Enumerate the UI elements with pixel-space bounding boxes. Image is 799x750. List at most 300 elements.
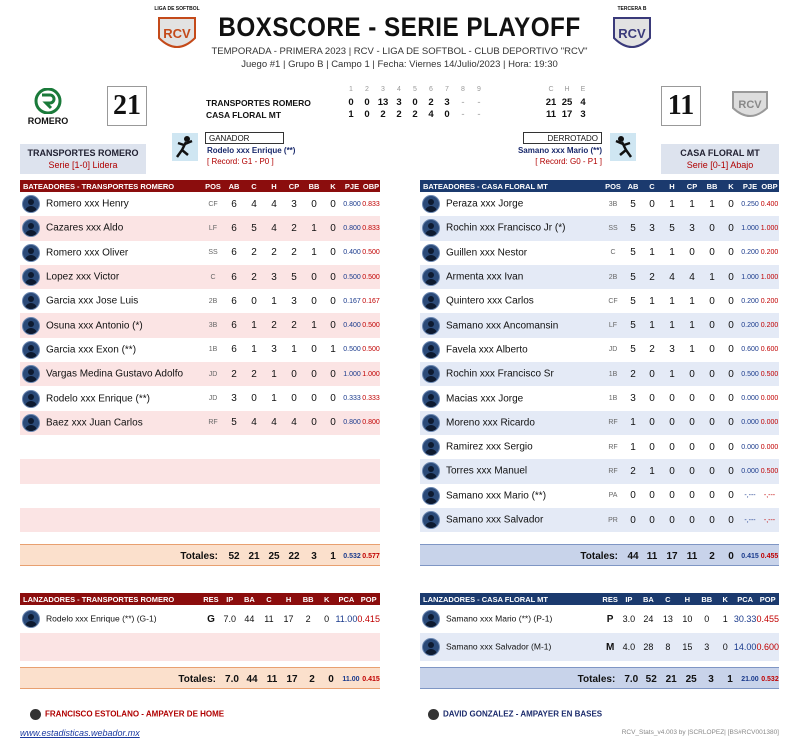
stat-cell: 2 (244, 265, 264, 289)
stat-cell: 2 (244, 362, 264, 386)
stat-cell: 0 (728, 441, 734, 453)
league-logo-left: LIGA DE SOFTBOL RCV (152, 6, 202, 58)
stat-cell: 0.800 (343, 200, 361, 208)
stat-cell: 0 (662, 411, 682, 435)
column-header: CP (682, 180, 702, 192)
column-header: POS (602, 180, 624, 192)
stat-cell: 5 (630, 198, 636, 210)
pitcher-name: Samano xxx Salvador (M-1) (420, 633, 601, 661)
batting-totals-away (420, 544, 779, 566)
pitcher-avatar-icon (422, 610, 440, 628)
stat-cell: PA (608, 492, 618, 500)
inning-runs: 3 (396, 97, 402, 108)
column-header: AB (624, 180, 642, 192)
column-header: RES (203, 594, 219, 604)
stat-cell: 0 (330, 247, 336, 259)
player-avatar-icon (422, 341, 440, 359)
inning-runs: 3 (444, 97, 450, 108)
column-header: K (324, 180, 342, 192)
player-avatar-icon (422, 462, 440, 480)
stat-cell: RF (608, 443, 618, 451)
stat-cell: 0 (649, 393, 655, 405)
column-header: CP (284, 180, 304, 192)
website-link[interactable]: www.estadisticas.webador.mx (20, 728, 140, 738)
stat-cell: 1.000 (760, 216, 779, 240)
player-avatar-icon (422, 511, 440, 529)
stat-cell: 1 (642, 459, 662, 483)
column-header: BB (298, 593, 318, 605)
svg-text:RCV: RCV (618, 26, 646, 41)
stat-cell: 0 (722, 459, 740, 483)
game-info: Juego #1 | Grupo B | Campo 1 | Fecha: Viernes 14/Julio/2023 | Hora: 19:30 (241, 59, 558, 70)
player-name: Armenta xxx Ivan (420, 265, 602, 289)
stat-cell: 0 (324, 362, 342, 386)
stat-cell: 0 (689, 441, 695, 453)
stat-cell: 2 (624, 459, 642, 483)
stat-cell: 0.000 (760, 411, 779, 435)
inning-runs: 0 (412, 97, 418, 108)
stat-cell: 2 (284, 313, 304, 337)
column-header: POS (202, 180, 224, 192)
stat-cell: SS (602, 216, 624, 240)
stat-cell: 1 (304, 216, 324, 240)
stat-cell: 0 (709, 441, 715, 453)
stat-cell: 0.500 (342, 265, 362, 289)
stat-cell: 5 (624, 313, 642, 337)
stat-cell: 0.167 (343, 297, 361, 305)
totals-value: 21 (665, 673, 677, 685)
inning-header: E (580, 86, 586, 93)
stat-cell: 0.000 (740, 459, 760, 483)
pitcher-avatar-icon (22, 610, 40, 628)
home-team-badge: TRANSPORTES ROMERO Serie [1-0] Lidera (20, 144, 146, 174)
player-avatar-icon (22, 219, 40, 237)
stat-cell: 0.000 (760, 395, 779, 403)
stat-cell: 3 (630, 393, 636, 405)
stat-cell: 1 (689, 344, 695, 356)
player-row (20, 192, 380, 216)
stat-cell: 0 (728, 198, 734, 210)
stat-cell: 3B (202, 313, 224, 337)
pitcher-name: Rodelo xxx Enrique (**) (G-1) (20, 605, 202, 633)
stat-cell: 2 (251, 247, 257, 259)
player-avatar-icon (422, 487, 440, 505)
stat-cell: 0.500 (760, 362, 779, 386)
pitcher-row (20, 605, 380, 633)
stat-cell: 4 (271, 198, 277, 210)
stat-cell: 0 (728, 393, 734, 405)
stat-cell: RF (602, 411, 624, 435)
column-header: K (717, 593, 734, 605)
totals-value: 7.0 (624, 673, 639, 685)
stat-cell: 0 (649, 490, 655, 502)
stat-cell: -,--- (760, 508, 779, 532)
stat-cell: 0 (702, 362, 722, 386)
stat-cell: 3 (669, 344, 675, 356)
stat-cell: 0.200 (740, 313, 760, 337)
batting-table-away (420, 180, 779, 532)
stat-cell: 0 (324, 216, 342, 240)
player-row (420, 338, 779, 362)
player-avatar-icon (422, 219, 440, 237)
player-row (420, 289, 779, 313)
stat-cell: 6 (224, 265, 244, 289)
stat-cell: 0 (689, 247, 695, 259)
stat-cell: 0 (722, 265, 740, 289)
stat-cell: 0 (324, 265, 342, 289)
pitcher-row (420, 633, 779, 661)
empty-row (20, 484, 380, 508)
player-name: Garcia xxx Exon (**) (20, 338, 202, 362)
player-name: Samano xxx Mario (**) (420, 484, 602, 508)
stat-cell: 4 (682, 265, 702, 289)
inning-runs: 4 (580, 97, 586, 108)
column-header: H (264, 180, 284, 192)
stat-cell: 0 (291, 393, 297, 405)
column-header: PCA (335, 593, 357, 605)
inning-header: 3 (381, 86, 385, 93)
stat-cell: 3B (608, 200, 618, 208)
stat-cell: 6 (224, 216, 244, 240)
player-name: Samano xxx Ancomansin (420, 313, 602, 337)
stat-cell: 0 (682, 459, 702, 483)
stat-cell: LF (202, 216, 224, 240)
away-team-logo (727, 88, 773, 124)
empty-row (20, 633, 380, 661)
empty-row (20, 459, 380, 483)
column-header: C (259, 593, 279, 605)
stat-cell: 2 (291, 247, 297, 259)
stat-cell: 2 (271, 247, 277, 259)
stat-cell: 10 (682, 614, 693, 624)
stat-cell: 0.500 (343, 346, 361, 354)
player-avatar-icon (22, 244, 40, 262)
inning-header: 4 (397, 86, 401, 93)
column-header: IP (619, 593, 639, 605)
player-name: Vargas Medina Gustavo Adolfo (20, 362, 202, 386)
stat-cell: P (606, 613, 614, 625)
stat-cell: 5 (224, 411, 244, 435)
away-score: 11 (661, 86, 701, 126)
player-row (420, 265, 779, 289)
inning-header: C (548, 86, 554, 93)
inning-header: H (564, 86, 570, 93)
totals-value: 0.532 (343, 552, 361, 560)
stat-cell: 0 (662, 459, 682, 483)
totals-value: 17 (286, 673, 298, 685)
stat-cell: 5 (662, 216, 682, 240)
stat-cell: 0.500 (362, 346, 380, 354)
totals-value: 0 (328, 673, 334, 685)
totals-value: 0.415 (362, 675, 380, 683)
version-info: RCV_Stats_v4.003 by |SCRLOPEZ| [BS#RCV001380] (621, 729, 779, 736)
totals-value: 11 (266, 673, 278, 685)
stat-cell: 1 (662, 313, 682, 337)
stat-cell: 3 (291, 198, 297, 210)
stat-cell: 1 (649, 295, 655, 307)
stat-cell: 2B (208, 297, 218, 305)
stat-cell: 0.600 (741, 346, 759, 354)
player-avatar-icon (422, 414, 440, 432)
stat-cell: 0 (669, 441, 675, 453)
stat-cell: 0 (702, 313, 722, 337)
base-umpire: DAVID GONZALEZ - AMPAYER EN BASES (428, 709, 602, 720)
empty-row (20, 508, 380, 532)
stat-cell: 4 (264, 411, 284, 435)
winner-record: [ Record: G1 - P0 ] (207, 157, 274, 166)
stat-cell: 0.800 (342, 216, 362, 240)
stat-cell: 30.33 (733, 614, 757, 624)
stat-cell: 3 (642, 216, 662, 240)
inning-runs: 13 (377, 97, 389, 108)
player-row (420, 192, 779, 216)
stat-cell: 0 (311, 393, 317, 405)
stat-cell: 0 (324, 411, 342, 435)
column-header: POP (357, 593, 380, 605)
away-team-badge: CASA FLORAL MT Serie [0-1] Abajo (661, 144, 779, 174)
totals-label: Totales: (580, 550, 618, 562)
stat-cell: 5 (624, 265, 642, 289)
inning-runs: 0 (444, 109, 450, 120)
inning-header: 6 (429, 86, 433, 93)
pitcher-avatar-icon (422, 638, 440, 656)
player-avatar-icon (22, 292, 40, 310)
player-name: Romero xxx Henry (20, 192, 202, 216)
stat-cell: 1 (649, 247, 655, 259)
player-row (20, 411, 380, 435)
stat-cell: CF (208, 200, 218, 208)
player-avatar-icon (422, 365, 440, 383)
stat-cell: 0.500 (362, 313, 380, 337)
stat-cell: 0 (630, 490, 636, 502)
svg-text:RCV: RCV (738, 99, 762, 111)
stat-cell: JD (608, 346, 618, 354)
inning-runs: 25 (561, 97, 573, 108)
column-header: BB (304, 180, 324, 192)
column-header: H (662, 180, 682, 192)
stat-cell: 0.250 (741, 200, 759, 208)
inning-runs: 0 (364, 97, 370, 108)
page-title: BOXSCORE - SERIE PLAYOFF (218, 12, 581, 42)
stat-cell: SS (208, 249, 218, 257)
stat-cell: 1 (669, 295, 675, 307)
stat-cell: 0.400 (342, 313, 362, 337)
stat-cell: 0.200 (760, 297, 779, 305)
player-row (20, 241, 380, 265)
stat-cell: 2 (624, 362, 642, 386)
player-row (20, 338, 380, 362)
stat-cell: 1 (682, 313, 702, 337)
stat-cell: 15 (678, 633, 697, 661)
stat-cell: 0.167 (362, 297, 380, 305)
stat-cell: 0 (689, 490, 695, 502)
stat-cell: 3 (682, 216, 702, 240)
inning-runs: 2 (396, 109, 402, 120)
stat-cell: 1 (251, 344, 257, 356)
player-name: Peraza xxx Jorge (420, 192, 602, 216)
stat-cell: 0 (722, 508, 740, 532)
stat-cell: 0 (728, 490, 734, 502)
stat-cell: 0 (642, 362, 662, 386)
player-avatar-icon (422, 244, 440, 262)
stat-cell: 0 (702, 411, 722, 435)
player-name: Favela xxx Alberto (420, 338, 602, 362)
stat-cell: 0 (717, 633, 734, 661)
inning-runs: 2 (412, 109, 418, 120)
stat-cell: 1 (630, 441, 636, 453)
stat-cell: 0 (324, 614, 330, 624)
stat-cell: 0 (304, 362, 324, 386)
totals-value: 11 (646, 550, 658, 562)
stat-cell: 0 (682, 362, 702, 386)
stat-cell: 1.000 (740, 216, 760, 240)
loser-label: DERROTADO (523, 132, 602, 144)
loser-name: Samano xxx Mario (**) (517, 146, 602, 155)
column-header: BA (639, 593, 659, 605)
totals-value: 11.00 (342, 675, 360, 683)
stat-cell: 1B (602, 362, 624, 386)
inning-header: 8 (461, 86, 465, 93)
inning-runs: 11 (545, 109, 557, 120)
stat-cell: 0.500 (362, 249, 380, 257)
stat-cell: 6 (231, 295, 237, 307)
stat-cell: 3 (697, 633, 717, 661)
stat-cell: 1 (709, 198, 715, 210)
player-name: Macias xxx Jorge (420, 386, 602, 410)
batting-table-home (20, 180, 380, 532)
league-logo-right: TERCERA B RCV (607, 6, 657, 58)
winner-icon (172, 133, 198, 163)
stat-cell: 5 (630, 247, 636, 259)
stat-cell: 11 (264, 614, 274, 624)
column-header: C (244, 180, 264, 192)
stat-cell: 0 (704, 614, 710, 624)
stat-cell: 4 (244, 411, 264, 435)
pitcher-row (420, 605, 779, 633)
stat-cell: 4 (284, 411, 304, 435)
stat-cell: 0 (251, 295, 257, 307)
player-name: Guillen xxx Nestor (420, 241, 602, 265)
stat-cell: 0 (642, 411, 662, 435)
table-title: BATEADORES - TRANSPORTES ROMERO (20, 180, 202, 192)
table-title: BATEADORES - CASA FLORAL MT (420, 180, 602, 192)
player-name: Torres xxx Manuel (420, 459, 602, 483)
stat-cell: 14.00 (734, 633, 757, 661)
player-avatar-icon (422, 438, 440, 456)
stat-cell: 1 (669, 198, 675, 210)
player-row (420, 435, 779, 459)
stat-cell: 0.200 (741, 249, 759, 257)
stat-cell: C (610, 249, 616, 257)
totals-value: 44 (627, 550, 639, 562)
column-header: C (642, 180, 662, 192)
stat-cell: 0 (304, 411, 324, 435)
pitching-totals-home (20, 667, 380, 689)
inning-header: 7 (445, 86, 449, 93)
stat-cell: 11.00 (335, 614, 358, 624)
player-row (20, 386, 380, 410)
home-team-logo: ROMERO (22, 88, 74, 126)
column-header: K (318, 593, 335, 605)
stat-cell: 1.000 (740, 265, 760, 289)
stat-cell: 4.0 (619, 633, 639, 661)
totals-value: 1 (330, 550, 336, 562)
player-name: Garcia xxx Jose Luis (20, 289, 202, 313)
stat-cell: 0.800 (342, 411, 362, 435)
stat-cell: 0 (311, 344, 317, 356)
stat-cell: 0.833 (362, 200, 380, 208)
stat-cell: 1 (311, 247, 317, 259)
table-title: LANZADORES - CASA FLORAL MT (420, 593, 601, 605)
stat-cell: 0 (311, 198, 317, 210)
column-header: BB (697, 593, 717, 605)
stat-cell: 0 (722, 362, 740, 386)
player-avatar-icon (22, 365, 40, 383)
stat-cell: LF (602, 313, 624, 337)
player-name: Ramirez xxx Sergio (420, 435, 602, 459)
inning-runs: - (461, 109, 465, 120)
column-header: OBP (761, 181, 778, 191)
inning-runs: 2 (428, 97, 434, 108)
stat-cell: M (601, 633, 619, 661)
stat-cell: 3 (231, 393, 237, 405)
stat-cell: 0 (330, 393, 336, 405)
stat-cell: 6 (224, 313, 244, 337)
stat-cell: 2 (224, 362, 244, 386)
column-header: OBP (362, 181, 380, 191)
player-name: Lopez xxx Victor (20, 265, 202, 289)
totals-value: 25 (268, 550, 280, 562)
stat-cell: 6 (231, 247, 237, 259)
pitcher-name: Samano xxx Mario (**) (P-1) (420, 605, 601, 633)
stat-cell: 0 (649, 441, 655, 453)
totals-label: Totales: (577, 673, 616, 685)
stat-cell: 1 (330, 344, 336, 356)
stat-cell: 1 (689, 295, 695, 307)
svg-text:RCV: RCV (163, 26, 191, 41)
stat-cell: 0.800 (362, 411, 380, 435)
stat-cell: 1.000 (342, 362, 362, 386)
stat-cell: 0 (702, 216, 722, 240)
stat-cell: 0.600 (760, 346, 779, 354)
pitching-totals-away (420, 667, 779, 689)
stat-cell: 1 (722, 614, 728, 624)
stat-cell: 1 (271, 393, 277, 405)
stat-cell: 0 (709, 344, 715, 356)
player-name: Rodelo xxx Enrique (**) (20, 386, 202, 410)
totals-value: 3 (708, 673, 714, 685)
column-header: RES (602, 594, 618, 604)
stat-cell: 0.000 (741, 395, 759, 403)
stat-cell: 3 (291, 295, 297, 307)
stat-cell: 0.000 (760, 443, 779, 451)
stat-cell: 1 (702, 265, 722, 289)
inning-runs: - (477, 97, 481, 108)
player-row (20, 313, 380, 337)
player-name: Romero xxx Oliver (20, 241, 202, 265)
stat-cell: C (202, 265, 224, 289)
umpire-icon (30, 709, 41, 720)
column-header: H (279, 593, 299, 605)
stat-cell: 5 (284, 265, 304, 289)
stat-cell: -,--- (763, 492, 776, 500)
stat-cell: 0 (728, 247, 734, 259)
stat-cell: 6 (231, 344, 237, 356)
player-name: Cazares xxx Aldo (20, 216, 202, 240)
totals-value: 0.577 (362, 552, 380, 560)
pitching-table-home (20, 593, 380, 661)
player-row (420, 459, 779, 483)
